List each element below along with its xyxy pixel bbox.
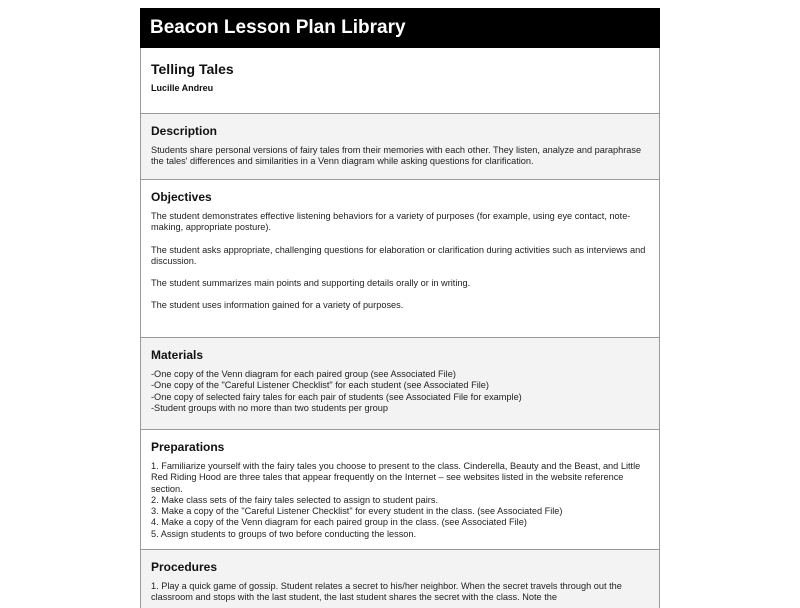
site-banner xyxy=(140,8,660,48)
objective-item: The student summarizes main points and supporting details orally or in writing. xyxy=(151,278,471,289)
preparations-heading: Preparations xyxy=(151,440,225,454)
materials-item: -One copy of the Venn diagram for each paired group (see Associated File) xyxy=(151,369,456,379)
lesson-page xyxy=(140,8,660,608)
description-text: Students share personal versions of fairy tales from their memories with each other. They listen, analyze and paraphrase the tales' differences and similarities in a Venn diagram while asking questions for clarification. xyxy=(151,145,642,167)
materials-heading: Materials xyxy=(151,348,204,362)
description-heading: Description xyxy=(151,124,218,138)
lesson-author: Lucille Andreu xyxy=(151,83,214,93)
preparations-item: 2. Make class sets of the fairy tales selected to assign to student pairs. xyxy=(151,494,438,505)
preparations-item: 3. Make a copy of the "Careful Listener Checklist" for every student in the class. (see Associated File) xyxy=(151,506,563,517)
objectives-section xyxy=(140,180,660,338)
materials-list xyxy=(151,369,649,414)
site-title[interactable]: Beacon Lesson Plan Library xyxy=(150,17,406,38)
procedures-text: 1. Play a quick game of gossip. Student relates a secret to his/her neighbor. When the secret travels through out the classroom and stops with the last student, the last student shares the secret with the class. Note the xyxy=(151,581,622,603)
objective-item: The student demonstrates effective listening behaviors for a variety of purposes (for example, using eye contact, note-making, appropriate posture). xyxy=(151,211,631,233)
lesson-title: Telling Tales xyxy=(151,61,234,77)
objectives-heading: Objectives xyxy=(151,190,212,204)
preparations-item: 1. Familiarize yourself with the fairy tales you choose to present to the class. Cinderella, Beauty and the Beast, and Little Red Riding Hood are three tales that appear frequently on the Internet – see websites listed in the website reference section. xyxy=(151,461,641,494)
preparations-section xyxy=(140,430,660,550)
materials-item: -Student groups with no more than two students per group xyxy=(151,402,388,413)
procedures-heading: Procedures xyxy=(151,560,218,574)
description-section xyxy=(140,114,660,180)
materials-item: -One copy of the "Careful Listener Checklist" for each student (see Associated File) xyxy=(151,380,489,391)
materials-item: -One copy of selected fairy tales for each pair of students (see Associated File for example) xyxy=(151,391,522,402)
preparations-list xyxy=(151,461,649,540)
objective-item: The student asks appropriate, challenging questions for elaboration or clarification during activities such as interviews and discussion. xyxy=(151,244,646,266)
procedures-section xyxy=(140,550,660,608)
preparations-item: 4. Make a copy of the Venn diagram for each paired group in the class. (see Associated File) xyxy=(151,517,527,528)
preparations-item: 5. Assign students to groups of two before conducting the lesson. xyxy=(151,528,417,539)
objective-item: The student uses information gained for a variety of purposes. xyxy=(151,300,404,311)
lesson-header xyxy=(140,48,660,114)
materials-section xyxy=(140,338,660,430)
